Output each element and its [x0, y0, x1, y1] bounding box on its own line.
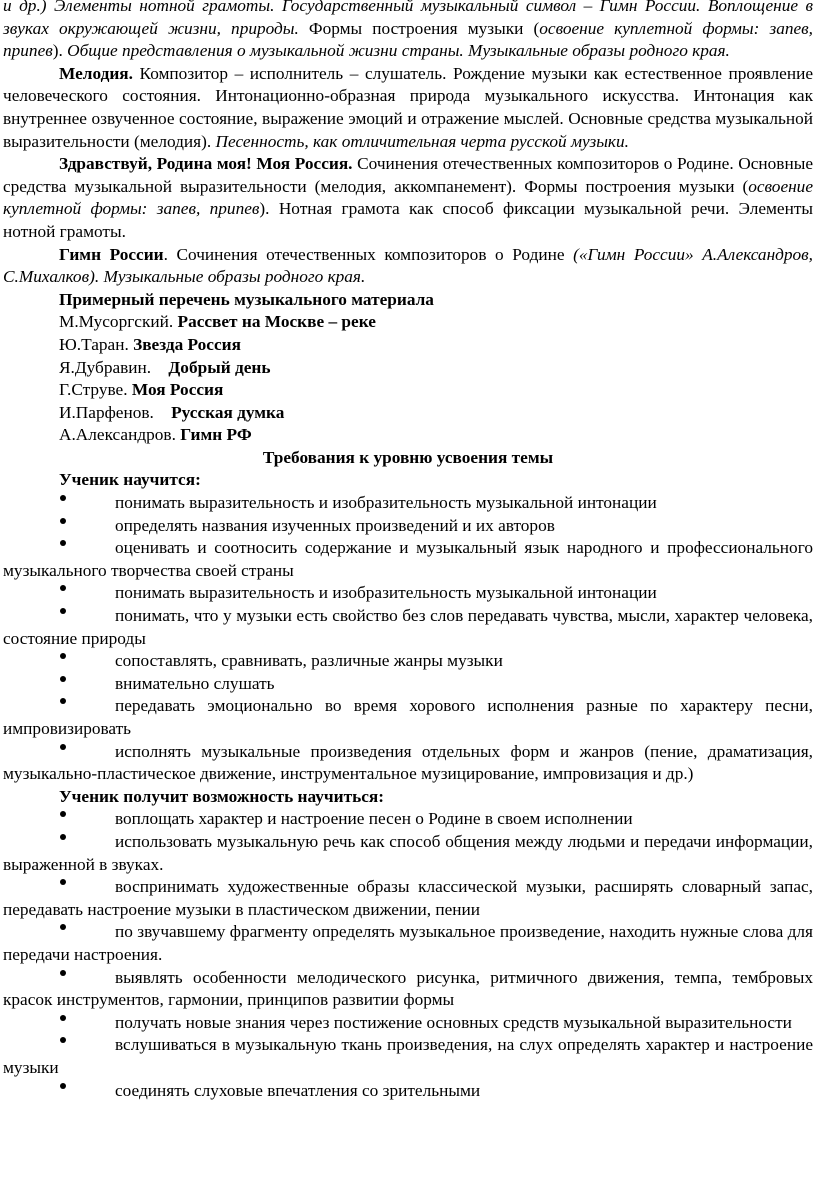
repertoire-separator: . — [171, 425, 181, 445]
intro-line2b: Формы построения музыки ( — [298, 18, 540, 38]
repertoire-author: Я.Дубравин. — [59, 357, 152, 377]
repertoire-title: Русская думка — [171, 402, 285, 422]
repertoire-title: Рассвет на Москве – реке — [177, 312, 376, 332]
repertoire-separator: . — [149, 402, 172, 422]
learn-item — [3, 537, 813, 582]
opportunity-item — [3, 1080, 813, 1103]
repertoire-author: М.Мусоргский — [59, 312, 169, 332]
opportunity-text: воплощать характер и настроение песен о Родине в своем исполнении — [115, 809, 633, 829]
intro-line2c: освоение куплетной формы: запев, припев — [3, 18, 813, 61]
opportunity-text: получать новые знания через постижение основных средств музыкальной выразительности — [115, 1012, 792, 1032]
bullet-icon — [3, 665, 115, 666]
bullet-icon — [3, 1027, 115, 1028]
hello-paragraph — [3, 153, 813, 243]
bullet-icon — [3, 1095, 115, 1096]
bullet-icon — [3, 688, 115, 689]
repertoire-author: И.Парфенов — [59, 402, 150, 422]
learn-text: понимать, что у музыки есть свойство без слов передавать чувства, мысли, характер человека, состояние природы — [3, 606, 813, 648]
anthem-text: . Сочинения отечественных композиторов о Родине — [163, 244, 574, 264]
opportunity-item — [3, 876, 813, 921]
bullet-icon — [3, 552, 115, 553]
learn-item — [3, 650, 813, 673]
repertoire-heading: Примерный перечень музыкального материала — [59, 289, 434, 309]
learn-heading: Ученик научится: — [59, 470, 201, 490]
opportunity-text: соединять слуховые впечатления со зрительными — [115, 1080, 481, 1100]
repertoire-separator: . — [124, 334, 134, 354]
anthem-paragraph — [3, 244, 813, 289]
opportunity-text: выявлять особенности мелодического рисунка, ритмичного движения, темпа, тембровых красок инструментов, гармонии, принципов развитии формы — [3, 967, 813, 1010]
learn-item — [3, 582, 813, 605]
opportunity-text: вслушиваться в музыкальную ткань произведения, на слух определять характер и настроение музыки — [3, 1035, 813, 1077]
repertoire-item — [59, 311, 813, 334]
opportunity-text: воспринимать художественные образы классической музыки, расширять словарный запас, передавать настроение музыки в пластическом движении, пении — [3, 877, 813, 919]
bullet-icon — [3, 597, 115, 598]
melody-text: Композитор – исполнитель – слушатель. Рождение музыки как естественное проявление человеческого состояния. Интонационно-образная природа музыкального искусства. Интонация как внутреннее озвученное состояние, выражение эмоций и отражение мыслей. Основные средства музыкальной выразительности (мелодия). — [3, 63, 813, 151]
opportunity-item — [3, 808, 813, 831]
repertoire-item — [59, 334, 813, 357]
hello-text1: Сочинения отечественных композиторов о Родине. Основные средства музыкальной выразительности (мелодия, аккомпанемент). Формы построения музыки ( — [3, 154, 813, 196]
intro-paragraph — [3, 0, 813, 63]
learn-item — [3, 741, 813, 786]
opportunity-text: по звучавшему фрагменту определять музыкальное произведение, находить нужные слова для передачи настроения. — [3, 922, 813, 964]
hello-text2: ). Нотная грамота как способ фиксации музыкальной речи. Элементы нотной грамоты. — [3, 199, 814, 241]
repertoire-title: Гимн РФ — [180, 425, 252, 445]
bullet-icon — [3, 1049, 115, 1050]
intro-line2e: Общие представления о музыкальной жизни страны. Музыкальные образы родного края. — [67, 41, 730, 61]
melody-paragraph — [3, 63, 813, 153]
learn-list — [3, 492, 813, 786]
bullet-icon — [3, 891, 115, 892]
learn-item — [3, 673, 813, 696]
intro-line2d: ). — [52, 41, 68, 61]
repertoire-author: Г.Струве — [59, 380, 124, 400]
repertoire-title: Добрый день — [168, 357, 271, 377]
repertoire-item — [59, 424, 813, 447]
bullet-icon — [3, 982, 115, 983]
learn-text: сопоставлять, сравнивать, различные жанры музыки — [115, 651, 503, 671]
repertoire-item — [59, 402, 813, 425]
learn-text: определять названия изученных произведений и их авторов — [115, 515, 555, 535]
bullet-icon — [3, 507, 115, 508]
melody-italic: Песенность, как отличительная черта русской музыки. — [215, 131, 629, 151]
learn-text: исполнять музыкальные произведения отдельных форм и жанров (пение, драматизация, музыкально-пластическое движение, инструментальное музицирование, импровизация и др.) — [3, 741, 813, 784]
learn-item — [3, 515, 813, 538]
intro-line1: и др.) Элементы нотной грамоты. Государственный музыкальный символ – Гимн России. — [3, 0, 701, 15]
learn-item — [3, 695, 813, 740]
repertoire-title: Моя Россия — [131, 380, 224, 400]
opportunity-text: использовать музыкальную речь как способ общения между людьми и передачи информации, выраженной в звуках. — [3, 831, 813, 874]
bullet-icon — [3, 710, 115, 711]
learn-text: внимательно слушать — [115, 673, 275, 693]
opportunity-item — [3, 1034, 813, 1079]
learn-item — [3, 492, 813, 515]
anthem-title: Гимн России — [59, 244, 164, 264]
melody-title: Мелодия. — [59, 63, 133, 83]
opportunity-item — [3, 921, 813, 966]
bullet-icon — [3, 620, 115, 621]
repertoire-list — [3, 311, 813, 447]
learn-text: передавать эмоционально во время хорового исполнения разные по характеру песни, импровизировать — [3, 696, 813, 738]
repertoire-author: А.Александров — [59, 425, 172, 445]
bullet-icon — [3, 823, 115, 824]
bullet-icon — [3, 756, 115, 757]
repertoire-item — [59, 379, 813, 402]
repertoire-author: Ю.Таран — [59, 334, 125, 354]
repertoire-item — [59, 357, 813, 380]
hello-italic: освоение куплетной формы: запев, припев — [3, 176, 813, 219]
hello-title: Здравствуй, Родина моя! Моя Россия. — [59, 154, 353, 174]
opportunity-list — [3, 808, 813, 1102]
anthem-italic: («Гимн России» А.Александров, С.Михалков). Музыкальные образы родного края. — [3, 244, 813, 287]
bullet-icon — [3, 936, 115, 937]
bullet-icon — [3, 846, 115, 847]
bullet-icon — [3, 530, 115, 531]
repertoire-separator — [151, 358, 168, 377]
opportunity-item — [3, 967, 813, 1012]
requirements-heading: Требования к уровню усвоения темы — [262, 447, 554, 467]
learn-text: понимать выразительность и изобразительность музыкальной интонации — [115, 493, 657, 513]
learn-text: оценивать и соотносить содержание и музыкальный язык народного и профессионального музыкального творчества своей страны — [3, 538, 813, 580]
opportunity-item — [3, 831, 813, 876]
repertoire-title: Звезда Россия — [133, 334, 241, 354]
learn-item — [3, 605, 813, 650]
intro-line2: Воплощение в звуках окружающей жизни, природы. — [3, 0, 813, 38]
opportunity-heading: Ученик получит возможность научиться: — [59, 786, 385, 806]
repertoire-separator: . — [168, 312, 178, 332]
opportunity-item — [3, 1012, 813, 1035]
learn-text: понимать выразительность и изобразительность музыкальной интонации — [115, 583, 657, 603]
repertoire-separator: . — [123, 380, 132, 400]
